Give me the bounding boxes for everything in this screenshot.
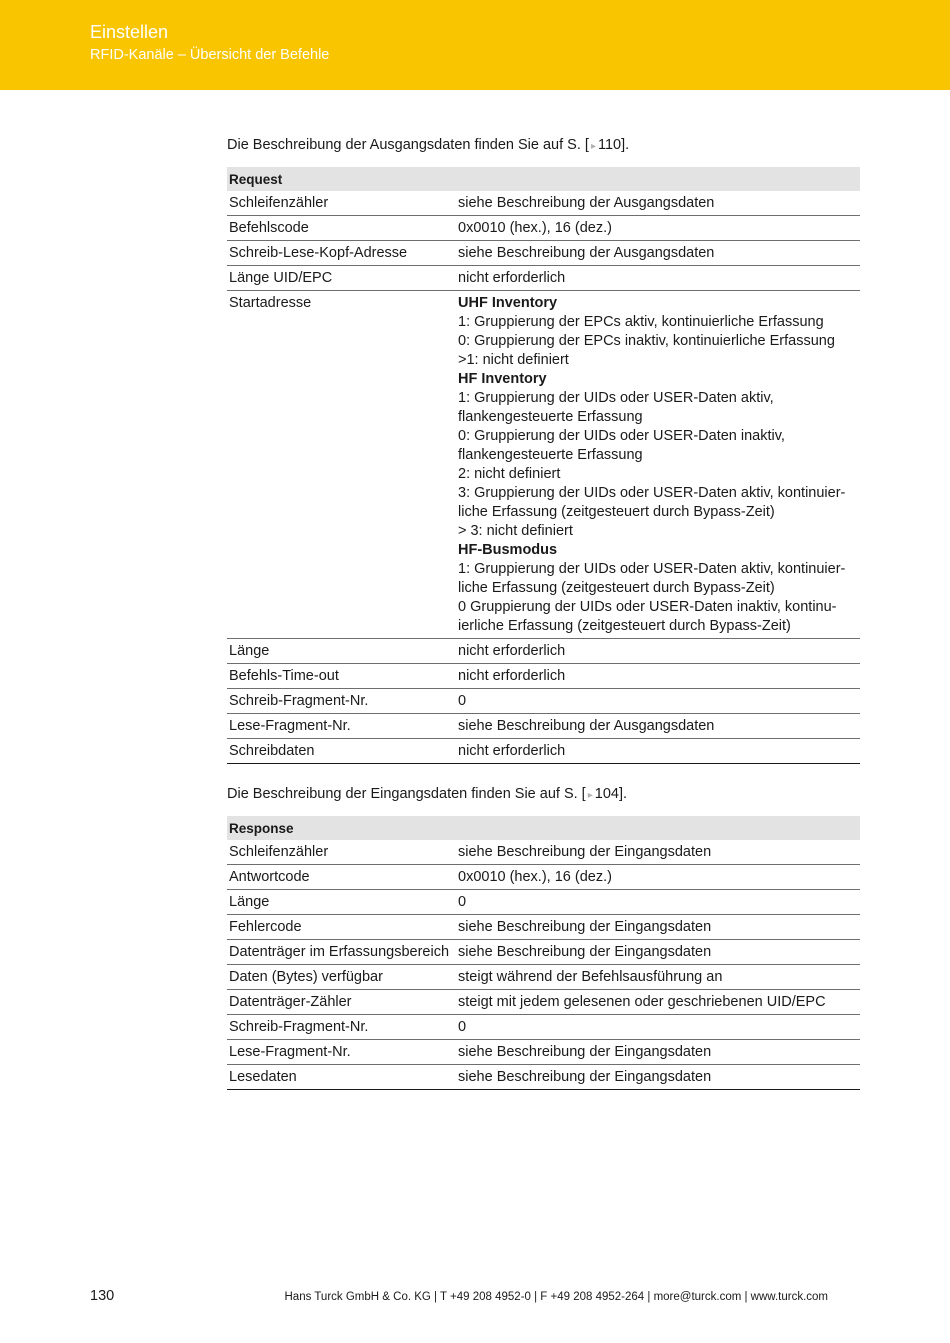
table-row [227,1040,860,1065]
page-header [0,0,950,90]
table-row [227,940,860,965]
response-intro-text: Die Beschreibung der Eingangsdaten finden Sie auf S. [227,786,578,802]
block-line: 0: Gruppierung der EPCs inaktiv, kontinuierliche Erfassung [458,333,835,349]
block-title-hf-busmodus: HF-Busmodus [458,542,558,558]
table-row [227,865,860,890]
row-value: 0x0010 (hex.), 16 (dez.) [454,865,860,890]
row-value: steigt während der Befehlsausführung an [454,965,860,990]
row-label: Schreib-Fragment-Nr. [227,1015,454,1040]
row-value: siehe Beschreibung der Eingangsdaten [454,940,860,965]
block-line: 0: Gruppierung der UIDs oder USER-Daten inaktiv, flankengesteuerte Erfassung [458,428,785,463]
table-row [227,840,860,865]
row-label: Lese-Fragment-Nr. [227,1040,454,1065]
row-label: Datenträger-Zähler [227,990,454,1015]
request-table [227,167,860,764]
row-value: siehe Beschreibung der Ausgangsdaten [454,191,860,216]
row-value: 0x0010 (hex.), 16 (dez.) [454,216,860,241]
row-label: Lesedaten [227,1065,454,1090]
table-row [227,890,860,915]
table-row [227,639,860,664]
response-intro-ref[interactable]: 104]. [594,786,627,802]
row-label: Antwortcode [227,865,454,890]
row-label: Fehlercode [227,915,454,940]
row-label: Befehls-Time-out [227,664,454,689]
response-heading: Response [227,816,860,840]
block-line: > 3: nicht definiert [458,523,573,539]
header-subtitle: RFID-Kanäle – Übersicht der Befehle [90,47,330,63]
row-value: siehe Beschreibung der Eingangsdaten [454,1040,860,1065]
block-line: 1: Gruppierung der EPCs aktiv, kontinuierliche Erfassung [458,314,824,330]
request-intro-text: Die Beschreibung der Ausgangsdaten finden Sie auf S. [227,137,581,153]
startadresse-details [454,291,860,639]
row-label: Schreib-Fragment-Nr. [227,689,454,714]
main-content [227,135,860,1090]
row-label: Lese-Fragment-Nr. [227,714,454,739]
row-value: 0 [454,689,860,714]
table-row [227,1015,860,1040]
row-label: Schleifenzähler [227,191,454,216]
request-intro: Die Beschreibung der Ausgangsdaten finden Sie auf S. [ ▸ 110]. [227,137,630,153]
table-row [227,1065,860,1090]
block-line: >1: nicht definiert [458,352,569,368]
row-value: siehe Beschreibung der Eingangsdaten [454,915,860,940]
block-title-hf-inventory: HF Inventory [458,371,547,387]
row-value: nicht erforderlich [454,739,860,764]
table-row [227,191,860,216]
row-value: 0 [454,890,860,915]
table-row [227,241,860,266]
row-value: 0 [454,1015,860,1040]
row-value: siehe Beschreibung der Ausgangsdaten [454,714,860,739]
block-line: 1: Gruppierung der UIDs oder USER-Daten aktiv, flankengesteuerte Erfassung [458,390,774,425]
header-title: Einstellen [90,22,169,42]
row-label: Länge [227,639,454,664]
row-label: Schleifenzähler [227,840,454,865]
table-row [227,990,860,1015]
row-label: Schreibdaten [227,739,454,764]
row-value: nicht erforderlich [454,639,860,664]
table-row [227,915,860,940]
table-row [227,965,860,990]
page-number: 130 [90,1288,115,1304]
row-value: steigt mit jedem gelesenen oder geschriebenen UID/EPC [454,990,860,1015]
row-label: Länge [227,890,454,915]
request-intro-ref[interactable]: 110]. [597,137,630,153]
response-table [227,816,860,1090]
table-row-startadresse [227,291,860,639]
row-label: Datenträger im Erfassungsbereich [227,940,454,965]
table-row [227,714,860,739]
page-link-arrow-icon[interactable]: ▸ [587,790,593,801]
row-label: Schreib-Lese-Kopf-Adresse [227,241,454,266]
row-value: siehe Beschreibung der Eingangsdaten [454,840,860,865]
row-label: Befehlscode [227,216,454,241]
block-line: 1: Gruppierung der UIDs oder USER-Daten aktiv, kontinuier-liche Erfassung (zeitgesteuert durch Bypass-Zeit) [458,561,846,596]
block-title-uhf-inventory: UHF Inventory [458,295,558,311]
table-row [227,689,860,714]
row-label: Startadresse [227,291,454,639]
row-value: nicht erforderlich [454,266,860,291]
table-row [227,266,860,291]
block-line: 2: nicht definiert [458,466,561,482]
row-value: nicht erforderlich [454,664,860,689]
request-heading: Request [227,167,860,191]
table-row [227,664,860,689]
table-row [227,739,860,764]
table-row [227,216,860,241]
footer-company-info: Hans Turck GmbH & Co. KG | T +49 208 4952-0 | F +49 208 4952-264 | more@turck.com | www.turck.com [284,1291,828,1303]
response-intro: Die Beschreibung der Eingangsdaten finden Sie auf S. [ ▸ 104]. [227,786,627,802]
block-line: 0 Gruppierung der UIDs oder USER-Daten inaktiv, kontinu-ierliche Erfassung (zeitgesteuert durch Bypass-Zeit) [458,599,837,634]
page-link-arrow-icon[interactable]: ▸ [590,141,596,152]
row-label: Daten (Bytes) verfügbar [227,965,454,990]
row-label: Länge UID/EPC [227,266,454,291]
row-value: siehe Beschreibung der Eingangsdaten [454,1065,860,1090]
block-line: 3: Gruppierung der UIDs oder USER-Daten aktiv, kontinuier-liche Erfassung (zeitgesteuert durch Bypass-Zeit) [458,485,846,520]
row-value: siehe Beschreibung der Ausgangsdaten [454,241,860,266]
